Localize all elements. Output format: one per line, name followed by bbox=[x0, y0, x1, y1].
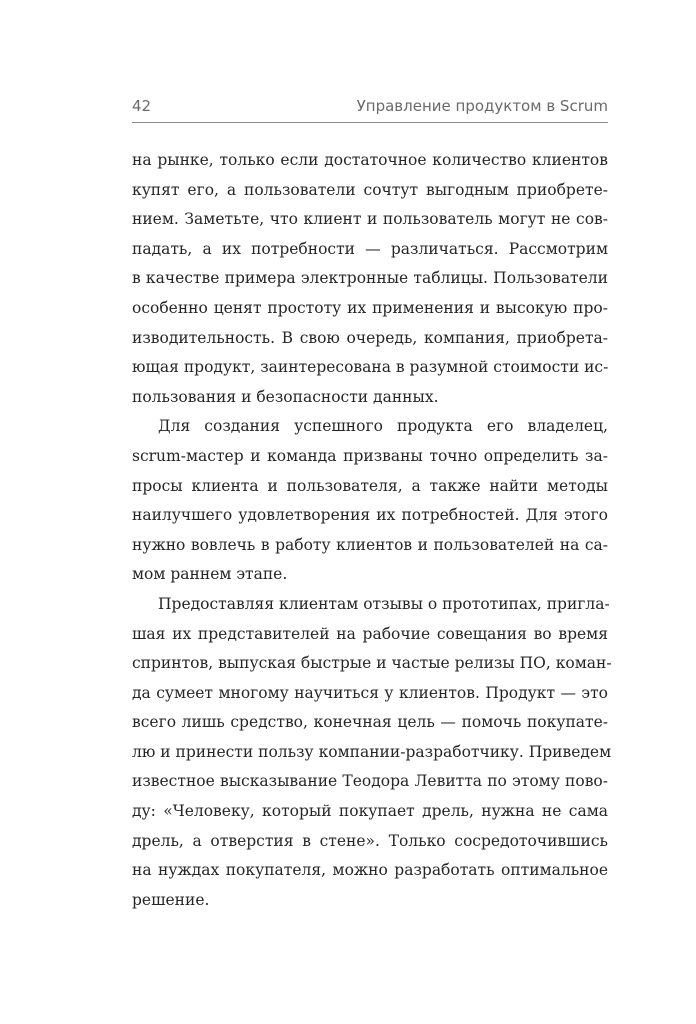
text-line: ющая продукт, заинтересована в разумной стоимости ис- bbox=[132, 358, 609, 377]
text-line: наилучшего удовлетворения их потребностей. Для этого bbox=[132, 506, 608, 525]
running-header bbox=[132, 96, 608, 120]
text-line: да сумеет многому научиться у клиентов. Продукт — это bbox=[132, 683, 608, 702]
text-line: дрель, а отверстия в стене». Только сосредоточившись bbox=[132, 831, 608, 850]
text-line: на рынке, только если достаточное количество клиентов bbox=[132, 151, 608, 169]
text-line: особенно ценят простоту их применения и высокую про- bbox=[132, 298, 608, 317]
text-line: на нуждах покупателя, можно разработать оптимальное bbox=[132, 861, 608, 880]
paragraph-3 bbox=[132, 590, 612, 916]
text-line: пользования и безопасности данных. bbox=[132, 387, 439, 406]
body-text bbox=[132, 146, 612, 915]
running-title: Управление продуктом в Scrum bbox=[356, 97, 608, 115]
page-number: 42 bbox=[132, 97, 152, 115]
text-line: Предоставляя клиентам отзывы о прототипах, пригла- bbox=[158, 594, 610, 613]
text-line: решение. bbox=[132, 890, 210, 909]
text-line: спринтов, выпуская быстрые и частые релизы ПО, коман- bbox=[132, 654, 612, 673]
text-line: ду: «Человеку, который покупает дрель, нужна не сама bbox=[132, 802, 608, 821]
text-line: купят его, а пользователи сочтут выгодным приобрете- bbox=[132, 180, 608, 199]
text-line: просы клиента и пользователя, а также найти методы bbox=[132, 476, 608, 495]
paragraph-1 bbox=[132, 146, 608, 412]
text-line: всего лишь средство, конечная цель — помочь покупате- bbox=[132, 713, 608, 732]
text-line: нием. Заметьте, что клиент и пользователь могут не сов- bbox=[132, 210, 608, 229]
paragraph-2 bbox=[132, 412, 608, 590]
text-line: шая их представителей на рабочие совещания во время bbox=[132, 624, 608, 643]
header-rule bbox=[132, 122, 608, 123]
text-line: Для создания успешного продукта его владелец, bbox=[158, 417, 608, 436]
text-line: известное высказывание Теодора Левитта по этому пово- bbox=[132, 772, 608, 791]
text-line: в качестве примера электронные таблицы. Пользователи bbox=[132, 269, 608, 288]
text-line: падать, а их потребности — различаться. Рассмотрим bbox=[132, 239, 608, 258]
text-line: нужно вовлечь в работу клиентов и пользователей на са- bbox=[132, 535, 608, 554]
text-line: scrum-мастер и команда призваны точно определить за- bbox=[132, 446, 608, 465]
text-line: лю и принести пользу компании-разработчику. Приведем bbox=[132, 742, 612, 761]
text-line: изводительность. В свою очередь, компания, приобрета- bbox=[132, 328, 608, 347]
text-line: мом раннем этапе. bbox=[132, 565, 288, 584]
